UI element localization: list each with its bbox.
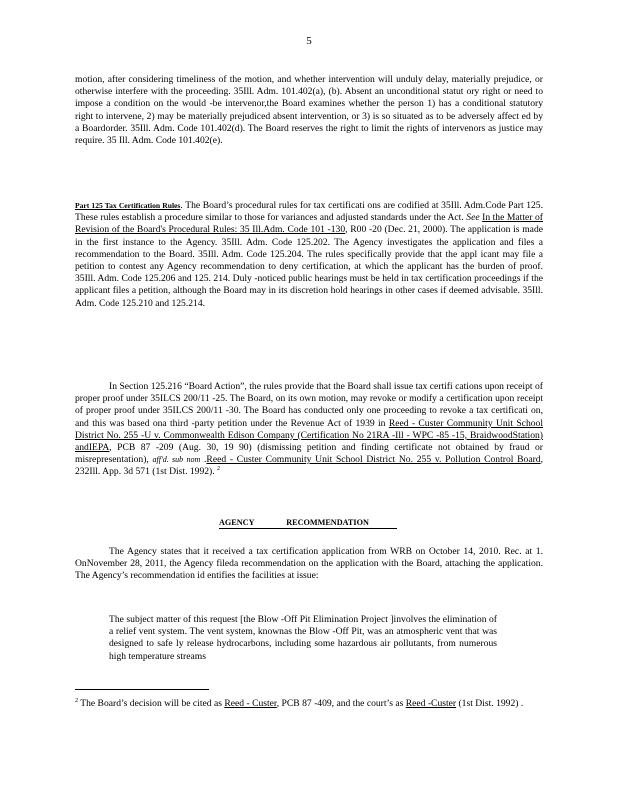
paragraph-text: . The Board’s procedural rules for tax certificati ons are codified at 35Ill. Adm.Code Part 125. These rules establish a procedure similar to those for variances and adjusted standards under the Act. (75, 200, 543, 224)
paragraph-text: . (200, 454, 207, 466)
paragraph-intervention (75, 74, 543, 147)
footnote (75, 698, 543, 710)
case-citation: Reed - Custer (224, 698, 277, 709)
affd-signal: aff'd. sub nom (152, 455, 201, 465)
part-125-heading: Part 125 Tax Certification Rules (75, 201, 181, 210)
case-citation: In the Matter of Revision of the Board's Procedural Rules: 35 Ill.Adm. Code 101 -130 (75, 212, 543, 236)
footnote-marker: 2 (217, 466, 221, 473)
page-number: 5 (306, 35, 312, 47)
paragraph-text: , PCB 87 -209 (Aug. 30, 19 90) (dismissing petition and finding certificate not obtained by fraud or misrepresentation), (75, 442, 543, 466)
footnote-text: (1st Dist. 1992) . (456, 698, 524, 709)
paragraph-text: motion, after considering timeliness of the motion, and whether intervention will unduly delay, materially prejudice, or otherwise interfere with the proceeding. 35Ill. Adm. 101.402(a), (b). Absent an unconditional statut ory right or need to impose a condition on the would -be intervenor,the Board examines whether the person 1) has a conditional statutory right to intervene, 2) may be materially prejudiced absent intervention, or 3) is so situated as to be adversely affect ed by a Boardorder. 35Ill. Adm. Code 101.402(d). The Board reserves the right to limit the rights of intervenors as justice may require. 35 Ill. Adm. Code 101.402(e). (75, 74, 543, 147)
block-quote (109, 614, 497, 663)
footnote-text: The Board’s decision will be cited as (78, 698, 225, 709)
section-heading: AGENCY RECOMMENDATION (219, 518, 397, 529)
case-citation: Reed -Custer (405, 698, 457, 709)
paragraph-board-action (75, 381, 543, 479)
footnote-rule (75, 689, 209, 690)
footnote-text: , PCB 87 -409, and the court’s as (276, 698, 406, 709)
block-quote-text: The subject matter of this request [the Blow -Off Pit Elimination Project ]involves the elimination of a relief vent system. The vent system, knownas the Blow -Off Pit, was an atmospheric vent that was designed to safe ly release hydrocarbons, including some hazardous air pollutants, from numerous high temperature streams (109, 614, 497, 662)
footnote-mark: 2 (75, 697, 78, 704)
paragraph-agency (75, 546, 543, 583)
paragraph-text: , R00 -20 (Dec. 21, 2000). The application is made in the first instance to the Agency. 35Ill. Adm. Code 125.202. The Agency investigates the application and files a recommendation to the Board. 35Ill. Adm. Code 125.204. The rules specifically provide that the appl icant may file a petition to contest any Agency recommendation to deny certification, at which the applicant has the burden of proof. 35Ill. Adm. Code 125.206 and 125. 214. Duly -noticed public hearings must be held in tax certification proceedings if the applicant files a petition, although the Board may in its discretion hold hearings in other cases if deemed advisable. 35Ill. Adm. Code 125.210 and 125.214. (75, 224, 543, 309)
paragraph-text: , 232Ill. App. 3d 571 (1st Dist. 1992). (75, 454, 544, 478)
paragraph-text: The Agency states that it received a tax certification application from WRB on October 14, 2010. Rec. at 1. OnNovember 28, 2011, the Agency fileda recommendation on the application with the Board, attaching the application. The Agency’s recommendation id entifies the facilities at issue: (75, 546, 543, 582)
case-citation: Reed - Custer Community Unit School District No. 255 -U v. Commonwealth Edison Company (Certification No 21RA -Ill - WPC -85 -15, BraidwoodStation) andIEPA (75, 417, 543, 454)
paragraph-text: In Section 125.216 “Board Action”, the rules provide that the Board shall issue tax certifi cations upon receipt of proper proof under 35ILCS 200/11 -25. The Board, on its own motion, may revoke or modify a certification upon receipt of proper proof under 35ILCS 200/11 -30. The Board has conducted only one proceeding to revoke a tax certificati on, and this was based ona third -party petition under the Revenue Act of 1939 in (75, 381, 543, 429)
paragraph-part-125 (75, 200, 543, 310)
case-citation: Reed - Custer Community Unit School District No. 255 v. Pollution Control Board (206, 454, 541, 466)
see-signal: See (466, 212, 480, 224)
